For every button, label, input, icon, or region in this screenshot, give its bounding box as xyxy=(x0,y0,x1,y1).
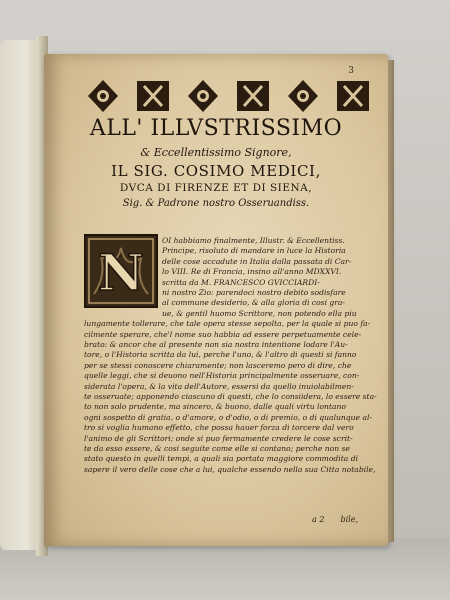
text-line: ue, & gentil huomo Scrittore, non potendo ella piu xyxy=(162,308,357,318)
ornament-icon xyxy=(184,78,222,114)
text-line: ni nostro Zio: parendoci nostro debito sodisfare xyxy=(162,288,346,297)
table-surface xyxy=(0,538,450,600)
text-line: tro si voglia humano effetto, che possa hauer forza di torcere dal vero xyxy=(84,423,354,433)
text-line: to non solo prudente, ma sincero, & buono, dalle quali virtu lontano xyxy=(84,402,346,412)
text-line: cilmente sperare, che'l nome suo habbia ad essere perpetuamente cele- xyxy=(84,329,362,339)
title-name: IL SIG. COSIMO MEDICI, xyxy=(111,162,321,180)
signature-mark: a 2 xyxy=(312,515,325,524)
text-line: scritta da M. FRANCESCO GVICCIARDI- xyxy=(162,277,320,287)
initial-letter: N xyxy=(98,243,144,302)
folio-number: 3 xyxy=(348,66,354,76)
text-line: Principe, risoluto di mandare in luce la Historia xyxy=(162,246,346,256)
text-line: brato: & ancor che al presente non sia nostra intentione lodare l'Au- xyxy=(84,340,348,349)
ornament-icon xyxy=(134,78,172,114)
title-salutation: Sig. & Padrone nostro Osseruandiss. xyxy=(122,198,310,209)
text-line: te da esso essere, & cosi seguite come elle si contano; perche non se xyxy=(84,444,350,453)
ornament-icon xyxy=(234,78,272,114)
title-rank: DVCA DI FIRENZE ET DI SIENA, xyxy=(119,182,313,194)
text-line: OI habbiamo finalmente, Illustr. & Eccellentiss. xyxy=(162,236,345,245)
text-line: per se stessi conoscere chiaramente; non lasceremo pero di dire, che xyxy=(84,360,352,370)
ornament-row xyxy=(84,78,372,114)
text-line: quelle leggi, che si deuono nell'Historia principalmente osseruare, con- xyxy=(84,371,360,381)
book-page xyxy=(44,54,388,546)
text-line: al commune desiderio, & alla gloria di cosi gra- xyxy=(162,298,345,308)
title-subtitle: & Eccellentissimo Signore, xyxy=(140,146,292,159)
title-dedication: ALL' ILLVSTRISSIMO xyxy=(89,116,343,141)
page-edge xyxy=(388,60,394,542)
text-line: delle cose accadute in Italia dalla passata di Car- xyxy=(162,256,352,266)
text-line: lungamente tollerare, che tale opera stesse sepolta, per la quale si puo fa- xyxy=(84,319,371,329)
text-line: l'animo de gli Scrittori; onde si puo fermamente credere le cose scrit- xyxy=(84,433,353,443)
decorated-initial xyxy=(84,234,158,308)
text-line: lo VIII. Re di Francia, insino all'anno MDXXVI. xyxy=(162,267,342,277)
ornament-icon xyxy=(84,78,122,114)
ornament-icon xyxy=(284,78,322,114)
text-line: sapere il vero delle cose che a lui, qualche essendo nella sua Citta notabile, xyxy=(84,464,376,474)
text-line: siderata l'opera, & la vita dell'Autore, essersi da quello inuiolabilmen- xyxy=(84,381,354,391)
text-line: ogni sospetto di gratia, o d'amore, o d'odio, o di premio, o di qualunque al- xyxy=(84,412,372,422)
text-line: tore, o l'Historia scritta da lui, perche l'uno, & l'altro di questi si fanno xyxy=(84,350,357,360)
catchword: bile, xyxy=(340,515,358,524)
text-line: stato questo in quelli tempi, a quali sia portata maggiore commodita di xyxy=(84,454,358,464)
text-line: te osseruate; apponendo ciascuno di questi, che lo consiidera, lo essere sta- xyxy=(84,392,377,401)
ornament-icon xyxy=(334,78,372,114)
